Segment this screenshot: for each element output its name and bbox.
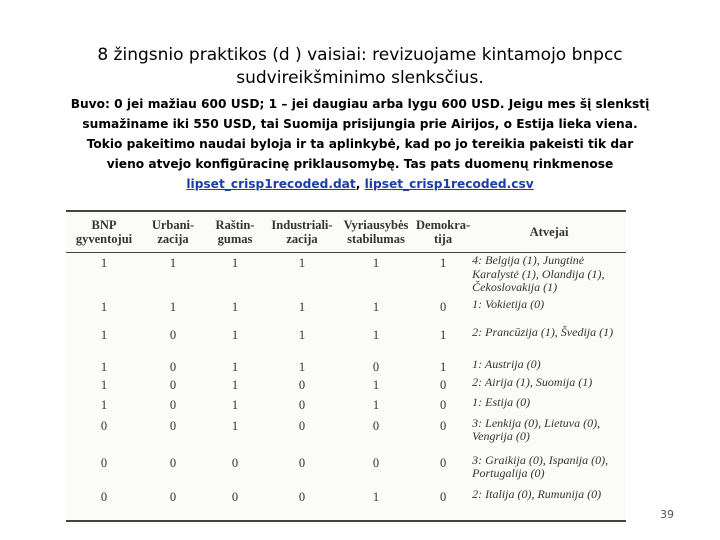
table-cell: 0 [439, 397, 447, 412]
table-cell: 0 [231, 455, 239, 470]
body-paragraph [66, 94, 654, 194]
table-cell: 1 [100, 397, 108, 412]
table-cell: 1 [169, 256, 177, 270]
table-cell: 0 [231, 489, 239, 504]
table-cell: 0 [439, 299, 447, 314]
table-row [66, 453, 626, 487]
table-cell-cases: 1: Estija (0) [472, 394, 531, 409]
link-dat-file[interactable]: lipset_crisp1recoded.dat [186, 177, 356, 191]
table-cell: 0 [439, 377, 447, 392]
table-cell: 1 [100, 377, 108, 392]
table-cell: 0 [439, 489, 447, 504]
header-industrializacija: Industriali- zacija [266, 212, 338, 253]
header-atvejai: Atvejai [472, 212, 626, 253]
table-cell: 1 [231, 418, 239, 433]
table-cell: 1 [231, 299, 239, 314]
table-cell: 0 [169, 418, 177, 433]
table-cell: 1 [169, 299, 177, 314]
table-cell: 0 [169, 359, 177, 374]
table-cell-cases: 1: Austrija (0) [472, 356, 541, 371]
table-cell: 1 [372, 327, 380, 342]
table-cell: 0 [169, 397, 177, 412]
table-cell-cases: 3: Graikija (0), Ispanija (0), Portugalija (0) [472, 452, 609, 480]
table-cell: 1 [298, 256, 306, 270]
paragraph-text: Buvo: 0 jei mažiau 600 USD; 1 – jei daugiau arba lygu 600 USD. Jeigu mes šį slenkstį sumažiname iki 550 USD, tai Suomija prisijungia prie Airijos, o Estija lieka viena. Tokio pakeitimo naudai byloja ir ta aplinkybė, kad po jo tereikia pakeisti tik dar vieno atvejo konfigūracinę priklausomybę. Tas pats duomenų rinkmenose [70, 97, 650, 171]
header-urbanizacija: Urbani- zacija [142, 212, 204, 253]
table-cell: 0 [298, 397, 306, 412]
table-cell: 1 [100, 256, 108, 270]
table-cell-cases: 2: Prancūzija (1), Švedija (1) [472, 324, 614, 339]
table-cell: 0 [169, 455, 177, 470]
table-row [66, 375, 626, 395]
table-cell: 0 [169, 489, 177, 504]
link-csv-file[interactable]: lipset_crisp1recoded.csv [364, 177, 534, 191]
table-cell: 1 [298, 299, 306, 314]
header-vyriausybes-stabilumas: Vyriausybės stabilumas [338, 212, 414, 253]
table-cell: 0 [298, 377, 306, 392]
table-cell-cases: 4: Belgija (1), Jungtinė Karalystė (1), Olandija (1), Čekoslovakija (1) [472, 253, 605, 294]
table-cell: 0 [298, 489, 306, 504]
table-cell: 1 [439, 359, 447, 374]
table-cell: 1 [372, 256, 380, 270]
table-cell: 0 [372, 359, 380, 374]
table-cell: 1 [298, 359, 306, 374]
table-row [66, 297, 626, 325]
table-cell: 0 [100, 455, 108, 470]
table-cell: 0 [100, 418, 108, 433]
table-cell-cases: 3: Lenkija (0), Lietuva (0), Vengrija (0) [472, 415, 601, 443]
link-separator: , [355, 177, 361, 191]
table-cell: 0 [372, 418, 380, 433]
table-row [66, 395, 626, 416]
table-cell: 1 [231, 327, 239, 342]
table-cell: 1 [372, 489, 380, 504]
header-demokratija: Demokra- tija [414, 212, 472, 253]
table-row [66, 253, 626, 297]
table-cell: 1 [439, 256, 447, 270]
table-cell: 1 [372, 377, 380, 392]
table-cell: 0 [100, 489, 108, 504]
table-cell-cases: 2: Italija (0), Rumunija (0) [472, 486, 602, 501]
table-cell: 0 [169, 327, 177, 342]
table-row [66, 416, 626, 453]
table-cell: 1 [100, 299, 108, 314]
table-cell: 0 [439, 418, 447, 433]
table-cell-cases: 1: Vokietija (0) [472, 296, 545, 311]
table-header-row [66, 212, 626, 253]
table-cell: 1 [372, 299, 380, 314]
page-number: 39 [660, 508, 674, 521]
truth-table [66, 212, 626, 517]
table-cell-cases: 2: Airija (1), Suomija (1) [472, 374, 593, 389]
table-cell: 1 [100, 359, 108, 374]
data-table-image [66, 210, 626, 522]
table-cell: 1 [231, 377, 239, 392]
table-cell: 1 [231, 397, 239, 412]
table-cell: 0 [298, 418, 306, 433]
slide-title: 8 žingsnio praktikos (d ) vaisiai: revizuojame kintamojo bnpcc sudvireikšminimo slenksčius. [97, 45, 623, 88]
table-cell: 0 [372, 455, 380, 470]
table-row [66, 357, 626, 375]
table-cell: 0 [169, 377, 177, 392]
header-rastingumas: Raštin- gumas [204, 212, 266, 253]
table-cell: 1 [100, 327, 108, 342]
header-bnp: BNP gyventojui [66, 212, 142, 253]
table-cell: 1 [439, 327, 447, 342]
table-cell: 1 [231, 359, 239, 374]
table-cell: 1 [298, 327, 306, 342]
table-cell: 0 [298, 455, 306, 470]
table-row [66, 487, 626, 517]
table-cell: 0 [439, 455, 447, 470]
table-cell: 1 [231, 256, 239, 270]
table-row [66, 325, 626, 357]
table-cell: 1 [372, 397, 380, 412]
